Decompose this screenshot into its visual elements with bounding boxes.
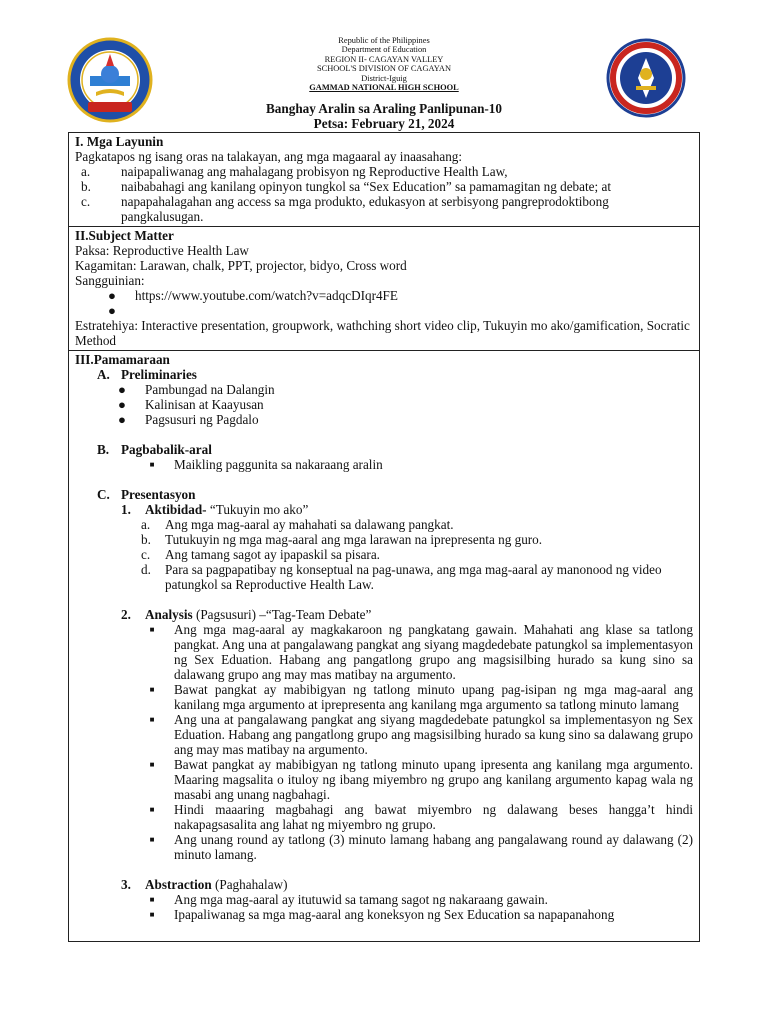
list-item-text: Pambungad na Dalangin — [145, 382, 275, 397]
subsection-title: Presentasyon — [121, 487, 196, 502]
strategy-line: Estratehiya: Interactive presentation, groupwork, wathching short video clip, Tukuyin mo ako/gamification, Socratic Method — [75, 318, 690, 348]
list-item — [75, 622, 693, 682]
step-title: Abstraction — [145, 877, 212, 892]
list-item — [75, 397, 693, 412]
list-item-text: Maikling paggunita sa nakaraang aralin — [174, 457, 383, 472]
list-item — [75, 382, 693, 397]
bullet-icon: ● — [108, 288, 116, 303]
section-heading: II.Subject Matter — [75, 228, 174, 243]
date-line: Petsa: February 21, 2024 — [313, 116, 455, 131]
procedure-section — [69, 351, 699, 924]
subsection-marker: A. — [97, 367, 110, 382]
subject-matter-section — [69, 227, 699, 351]
square-bullet-icon: ■ — [149, 625, 155, 634]
item-text: naibabahagi ang kanilang opinyon tungkol sa “Sex Education” sa pamamagitan ng debate; at — [121, 179, 611, 194]
bullet-icon: ● — [118, 412, 126, 427]
list-item-text: Bawat pangkat ay mabibigyan ng tatlong minuto upang ipresenta ang kanilang mga argumento. Maaring magsalita o ituloy ng ibang miyembro ng grupo ang kanilang argumento kapag wala ng masabi ang unang nagbahagi. — [174, 757, 693, 802]
square-bullet-icon: ■ — [149, 895, 155, 904]
list-item — [75, 892, 693, 907]
reference-link — [119, 303, 693, 318]
step-subtitle: (Paghahalaw) — [211, 877, 288, 892]
list-item — [75, 712, 693, 757]
step-title: Aktibidad- — [145, 502, 207, 517]
materials-line: Kagamitan: Larawan, chalk, PPT, projector, bidyo, Cross word — [75, 258, 407, 273]
square-bullet-icon: ■ — [149, 685, 155, 694]
school-name: GAMMAD NATIONAL HIGH SCHOOL — [309, 83, 459, 93]
activity-item — [75, 517, 693, 532]
reference-item — [75, 303, 693, 318]
list-item-text: Ipapaliwanag sa mga mag-aaral ang koneksyon ng Sex Education sa napapanahong — [174, 907, 615, 922]
header-line: REGION II- CAGAYAN VALLEY — [324, 54, 444, 64]
list-item — [75, 457, 693, 472]
list-item-text: Ang unang round ay tatlong (3) minuto lamang habang ang pangalawang round ay dalawang (2) minuto lamang. — [174, 832, 693, 862]
section-heading: III.Pamamaraan — [75, 352, 170, 367]
step-heading — [75, 502, 693, 517]
objective-item — [75, 179, 693, 194]
step-marker: 1. — [121, 502, 131, 517]
list-item-text: Kalinisan at Kaayusan — [145, 397, 264, 412]
list-item — [75, 802, 693, 832]
subsection-marker: C. — [97, 487, 110, 502]
header-line: SCHOOL'S DIVISION OF CAGAYAN — [316, 64, 452, 74]
topic-line: Paksa: Reproductive Health Law — [75, 243, 249, 258]
square-bullet-icon: ■ — [149, 835, 155, 844]
bullet-icon: ● — [118, 382, 126, 397]
activity-item — [75, 547, 693, 562]
bullet-icon: ● — [118, 397, 126, 412]
list-item-text: Ang mga mag-aaral ay magkakaroon ng pangkatang gawain. Mahahati ang klase sa tatlong pangkat. Ang una at pangalawang pangkat ang siyang magdedebate patungkol sa implementasyon ng Sex Eduation. Habang ang pangatlong grupo ang magsisilbing hurado sa kung sino sa dalawang grupo ang may mas matibay na argumento. — [174, 622, 693, 682]
list-item — [75, 412, 693, 427]
document-header — [0, 34, 768, 104]
section-heading: I. Mga Layunin — [75, 134, 164, 149]
square-bullet-icon: ■ — [149, 760, 155, 769]
step-marker: 3. — [121, 877, 131, 892]
item-text: Ang tamang sagot ay ipapaskil sa pisara. — [165, 547, 380, 562]
step-heading — [75, 877, 693, 892]
objectives-intro: Pagkatapos ng isang oras na talakayan, ang mga magaaral ay inaasahang: — [75, 149, 463, 164]
item-marker: d. — [141, 562, 151, 577]
subsection-marker: B. — [97, 442, 110, 457]
spacer — [75, 427, 693, 442]
spacer — [75, 592, 693, 607]
square-bullet-icon: ■ — [149, 460, 155, 469]
step-title: Analysis — [145, 607, 193, 622]
header-line: District-Iguig — [361, 73, 407, 83]
list-item — [75, 757, 693, 802]
item-text: Para sa pagpapatibay ng konseptual na pag-unawa, ang mga mag-aaral ay manonood ng video patungkol sa Reproductive Health Law. — [165, 562, 662, 592]
activity-item — [75, 562, 693, 592]
list-item-text: Ang una at pangalawang pangkat ang siyang magdedebate patungkol sa implementasyon ng Sex Eduation. Habang ang pangatlong grupo ang magsisilbing hurado sa kung sino sa dalawang grupo ang may mas matibay na argumento. — [174, 712, 693, 757]
subsection-title: Preliminaries — [121, 367, 197, 382]
item-marker: c. — [141, 547, 151, 562]
reference-link[interactable]: https://www.youtube.com/watch?v=adqcDIqr4FE — [135, 288, 398, 303]
bullet-icon: ● — [108, 303, 116, 318]
step-heading — [75, 607, 693, 622]
list-item-text: Ang mga mag-aaral ay itutuwid sa tamang sagot ng nakaraang gawain. — [174, 892, 548, 907]
spacer — [75, 472, 693, 487]
item-marker: b. — [141, 532, 151, 547]
list-item-text: Hindi maaaring magbahagi ang bawat miyembro ng dalawang beses hangga’t hindi nakapagsasalita ang lahat ng miyembro ng grupo. — [174, 802, 693, 832]
reference-item — [75, 288, 693, 303]
item-text: napapahalagahan ang access sa mga produkto, edukasyon at serbisyong pangreprodoktibong pangkalusugan. — [121, 194, 609, 224]
square-bullet-icon: ■ — [149, 715, 155, 724]
subsection-heading — [75, 487, 693, 502]
subsection-heading — [75, 367, 693, 382]
issuing-office-block — [234, 36, 534, 92]
item-marker: c. — [81, 194, 91, 209]
lesson-plan-title — [0, 101, 768, 131]
list-item-text: Pagsusuri ng Pagdalo — [145, 412, 259, 427]
references-label: Sangguinian: — [75, 273, 145, 288]
list-item-text: Bawat pangkat ay mabibigyan ng tatlong minuto upang pag-isipan ng mga mag-aaral ang kanilang mga argumento at iprepresenta ang kanilang mga argumento sa tatlong minuto lamang — [174, 682, 693, 712]
list-item — [75, 832, 693, 862]
item-text: Ang mga mag-aaral ay mahahati sa dalawang pangkat. — [165, 517, 454, 532]
list-item — [75, 907, 693, 922]
header-line: Department of Education — [341, 45, 427, 55]
subsection-heading — [75, 442, 693, 457]
step-subtitle: “Tukuyin mo ako” — [206, 502, 309, 517]
objectives-section — [69, 133, 699, 227]
list-item — [75, 682, 693, 712]
item-text: Tutukuyin ng mga mag-aaral ang mga larawan na iprepresenta ng guro. — [165, 532, 543, 547]
item-marker: b. — [81, 179, 91, 194]
spacer — [75, 862, 693, 877]
lesson-plan-table — [68, 132, 700, 942]
square-bullet-icon: ■ — [149, 805, 155, 814]
subsection-title: Pagbabalik-aral — [121, 442, 212, 457]
item-text: naipapaliwanag ang mahalagang probisyon ng Reproductive Health Law, — [121, 164, 508, 179]
square-bullet-icon: ■ — [149, 910, 155, 919]
objective-item — [75, 194, 693, 224]
objective-item — [75, 164, 693, 179]
item-marker: a. — [141, 517, 151, 532]
title-line: Banghay Aralin sa Araling Panlipunan-10 — [266, 101, 502, 116]
item-marker: a. — [81, 164, 91, 179]
step-subtitle: (Pagsusuri) –“Tag-Team Debate” — [192, 607, 372, 622]
activity-item — [75, 532, 693, 547]
step-marker: 2. — [121, 607, 131, 622]
header-line: Republic of the Philippines — [338, 36, 430, 45]
